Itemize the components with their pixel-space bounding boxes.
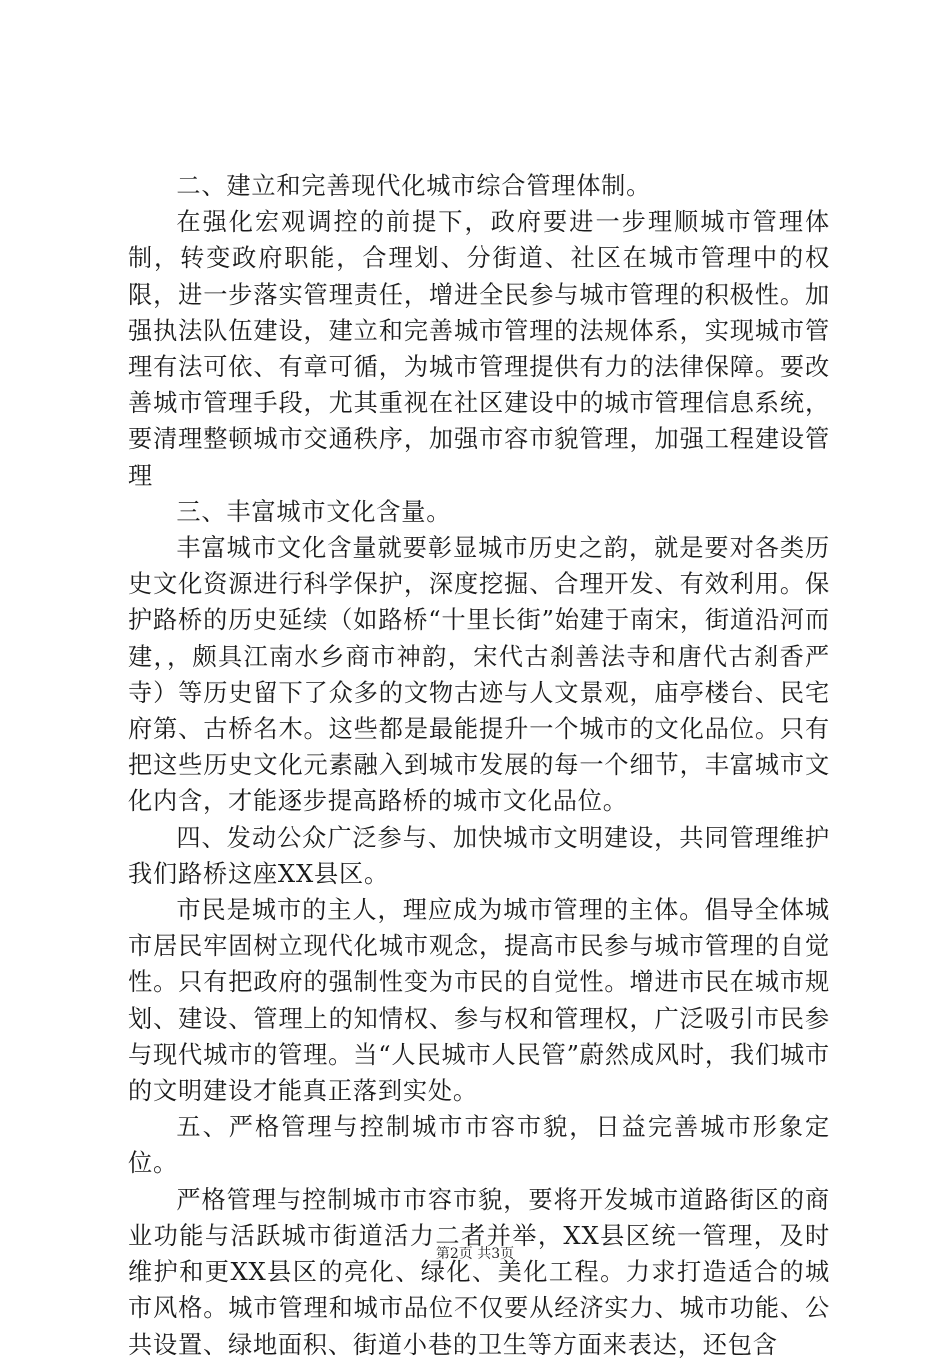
page-number-footer: 第2页 共3页	[435, 1246, 515, 1262]
body-paragraph: 丰富城市文化含量就要彰显城市历史之韵，就是要对各类历史文化资源进行科学保护，深度挖掘、合理开发、有效利用。保护路桥的历史延续（如路桥“十里长街”始建于南宋，街道沿河而建，，颇具江南水乡商市神韵，宋代古刹善法寺和唐代古刹香严寺）等历史留下了众多的文物古迹与人文景观，庙亭楼台、民宅府第、古桥名木。这些都是最能提升一个城市的文化品位。只有把这些历史文化元素融入到城市发展的每一个细节，丰富城市文化内含，才能逐步提高路桥的城市文化品位。	[128, 534, 830, 816]
body-paragraph: 在强化宏观调控的前提下，政府要进一步理顺城市管理体制，转变政府职能，合理划、分街道、社区在城市管理中的权限，进一步落实管理责任，增进全民参与城市管理的积极性。加强执法队伍建设，建立和完善城市管理的法规体系，实现城市管理有法可依、有章可循，为城市管理提供有力的法律保障。要改善城市管理手段，尤其重视在社区建设中的城市管理信息系统，要清理整顿城市交通秩序，加强市容市貌管理，加强工程建设管理	[128, 208, 830, 490]
body-paragraph: 严格管理与控制城市市容市貌，要将开发城市道路街区的商业功能与活跃城市街道活力二者并举，XX县区统一管理，及时维护和更XX县区的亮化、绿化、美化工程。力求打造适合的城市风格。城市管理和城市品位不仅要从经济实力、城市功能、公共设置、绿地面积、街道小巷的卫生等方面来表达，还包含	[128, 1185, 830, 1359]
section-heading-5: 五、严格管理与控制城市市容市貌，日益完善城市形象定位。	[128, 1113, 830, 1178]
body-paragraph: 市民是城市的主人，理应成为城市管理的主体。倡导全体城市居民牢固树立现代化城市观念，提高市民参与城市管理的自觉性。只有把政府的强制性变为市民的自觉性。增进市民在城市规划、建设、管理上的知情权、参与权和管理权，广泛吸引市民参与现代城市的管理。当“人民城市人民管”蔚然成风时，我们城市的文明建设才能真正落到实处。	[128, 896, 830, 1106]
section-heading-4: 四、发动公众广泛参与、加快城市文明建设，共同管理维护我们路桥这座XX县区。	[128, 823, 830, 888]
section-heading-3: 三、丰富城市文化含量。	[176, 497, 452, 526]
document-body	[128, 168, 830, 1363]
section-heading-2: 二、建立和完善现代化城市综合管理体制。	[176, 172, 652, 200]
